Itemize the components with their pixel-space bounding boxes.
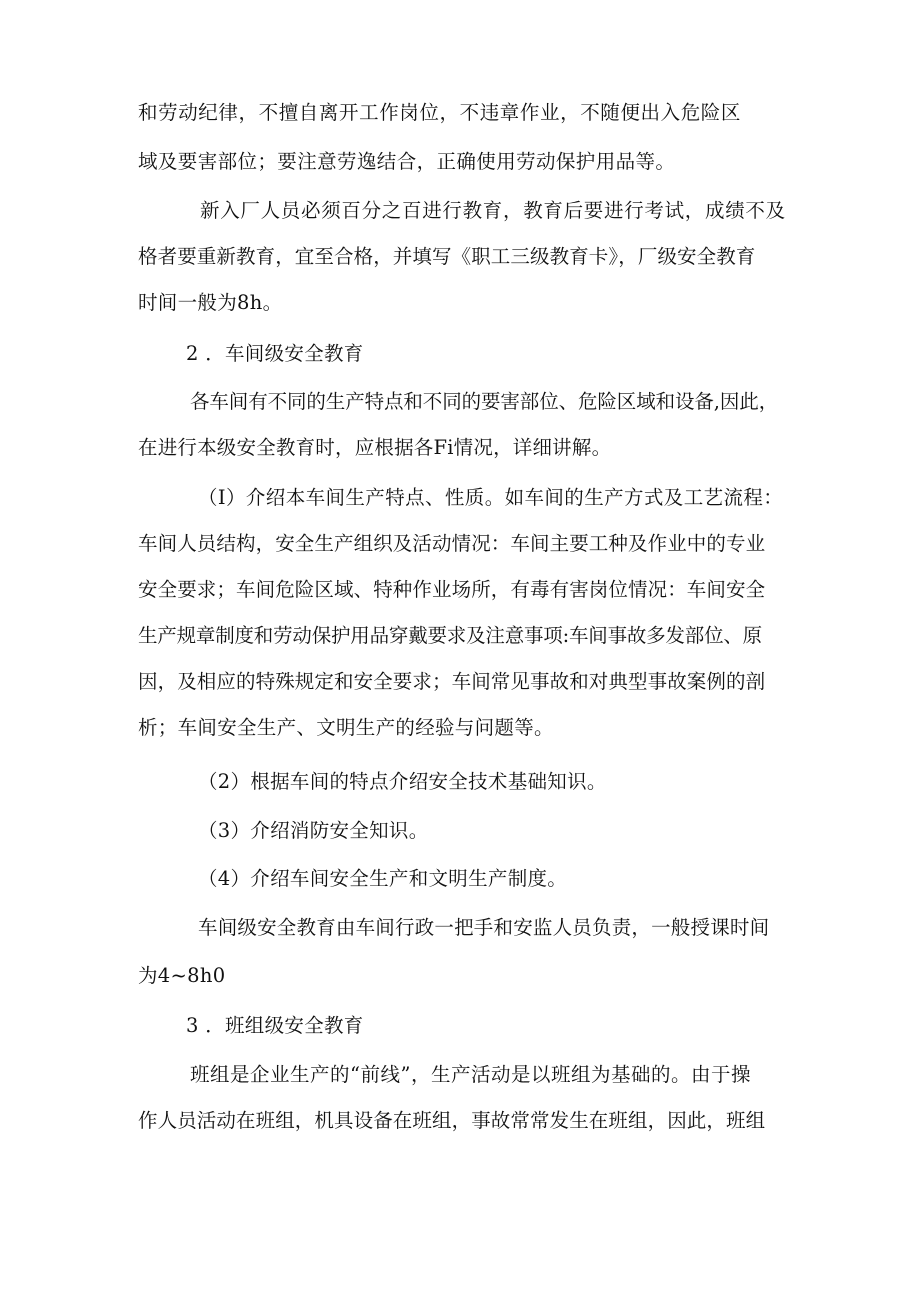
paragraph-8-line-2: 为4~8h0 bbox=[138, 964, 226, 987]
paragraph-9-line-1: 班组是企业生产的“前线”，生产活动是以班组为基础的。由于操 bbox=[190, 1063, 751, 1086]
paragraph-4-line-3: 安全要求；车间危险区域、特种作业场所，有毒有害岗位情况：车间安全 bbox=[138, 578, 766, 601]
paragraph-6: （3）介绍消防安全知识。 bbox=[198, 819, 429, 842]
paragraph-4-line-4: 生产规章制度和劳动保护用品穿戴要求及注意事项:车间事故多发部位、原 bbox=[138, 624, 762, 647]
paragraph-4-line-6: 析；车间安全生产、文明生产的经验与问题等。 bbox=[138, 716, 554, 739]
section-heading-2: 2 ．车间级安全教育 bbox=[186, 342, 364, 365]
paragraph-3-line-1: 各车间有不同的生产特点和不同的要害部位、危险区域和设备,因此， bbox=[190, 390, 779, 413]
paragraph-2-line-1: 新入厂人员必须百分之百进行教育，教育后要进行考试，成绩不及 bbox=[200, 199, 786, 222]
paragraph-5: （2）根据车间的特点介绍安全技术基础知识。 bbox=[198, 770, 607, 793]
paragraph-1-line-2: 域及要害部位；要注意劳逸结合，正确使用劳动保护用品等。 bbox=[138, 150, 676, 173]
paragraph-8-line-1: 车间级安全教育由车间行政一把手和安监人员负责，一般授课时间 bbox=[198, 916, 770, 939]
section-heading-3: 3 ．班组级安全教育 bbox=[186, 1014, 364, 1037]
paragraph-1-line-1: 和劳动纪律，不擅自离开工作岗位，不违章作业，不随便出入危险区 bbox=[138, 101, 742, 124]
paragraph-2-line-2: 格者要重新教育，宜至合格，并填写《职工三级教育卡》，厂级安全教育 bbox=[138, 245, 756, 268]
paragraph-3-line-2: 在进行本级安全教育时，应根据各Fi情况，详细讲解。 bbox=[138, 436, 612, 459]
paragraph-7: （4）介绍车间安全生产和文明生产制度。 bbox=[198, 867, 568, 890]
paragraph-4-line-5: 因，及相应的特殊规定和安全要求；车间常见事故和对典型事故案例的剖 bbox=[138, 670, 766, 693]
paragraph-4-line-1: （I）介绍本车间生产特点、性质。如车间的生产方式及工艺流程： bbox=[198, 486, 784, 509]
paragraph-9-line-2: 作人员活动在班组，机具设备在班组，事故常常发生在班组，因此，班组 bbox=[138, 1109, 766, 1132]
paragraph-4-line-2: 车间人员结构，安全生产组织及活动情况：车间主要工种及作业中的专业 bbox=[138, 532, 766, 555]
paragraph-2-line-3: 时间一般为8h。 bbox=[138, 291, 283, 314]
